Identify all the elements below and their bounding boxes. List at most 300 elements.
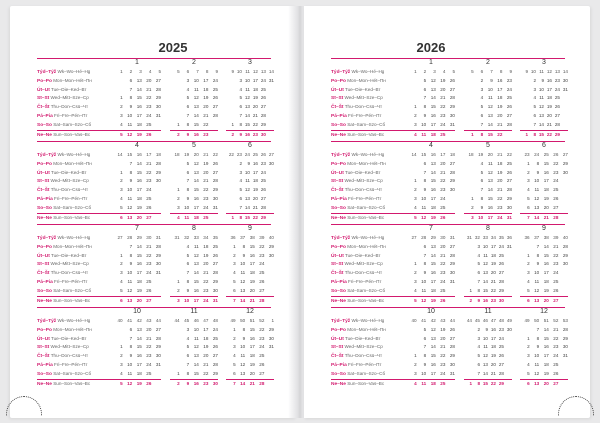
day-cell: 25 [203, 214, 209, 220]
day-cell: 11 [534, 187, 540, 193]
day-cell [504, 370, 512, 379]
day-row [520, 269, 568, 278]
day-cell: 14 [193, 270, 199, 276]
day-cell [266, 214, 274, 222]
day-row [170, 370, 218, 379]
day-cell: 31 [212, 204, 218, 210]
month-number: 5 [486, 142, 490, 149]
day-cell: 18 [136, 370, 142, 376]
day-cell: 28 [562, 326, 568, 332]
day-cell: 1 [120, 95, 123, 101]
day-cell: 17 [136, 361, 142, 367]
day-cell: 2 [527, 344, 530, 350]
day-row [407, 335, 455, 344]
month-block [170, 224, 218, 304]
day-row [407, 213, 455, 222]
day-cell [520, 121, 528, 130]
day-cell: 10 [240, 261, 246, 267]
day-row [113, 352, 161, 361]
day-cell: 6 [186, 261, 190, 267]
day-cell: 1 [525, 131, 528, 137]
weekday-key: Ne–Ne [37, 215, 52, 221]
week-number: 3 [139, 69, 142, 74]
weekday-label [37, 68, 115, 77]
month-number: 1 [429, 59, 433, 66]
day-cell: 1 [120, 344, 123, 350]
day-cell [226, 103, 234, 112]
day-row [113, 343, 161, 352]
day-cell: 24 [440, 121, 446, 127]
day-cell: 10 [127, 187, 133, 193]
day-cell: 11 [127, 121, 133, 127]
day-cell: 9 [423, 187, 427, 193]
weekday-label [37, 335, 115, 344]
week-number: 4 [442, 69, 446, 74]
weekday-key: Pá–Pia [331, 362, 347, 368]
day-cell: 3 [414, 121, 417, 127]
day-cell: 28 [260, 112, 266, 118]
month-block [226, 307, 274, 387]
day-cell [445, 204, 455, 213]
day-cell: 3 [120, 361, 123, 367]
day-row [170, 169, 218, 178]
day-cell: 25 [146, 195, 152, 201]
month-number: 6 [542, 142, 546, 149]
weekday-label [331, 326, 409, 335]
day-row [226, 213, 274, 222]
week-number: 14 [411, 152, 417, 157]
day-cell: 23 [146, 104, 152, 110]
day-cell [558, 297, 568, 305]
day-cell: 28 [449, 95, 455, 101]
month-block [113, 307, 161, 387]
weekday-label [331, 379, 409, 388]
week-number-row [170, 234, 218, 243]
day-row [226, 86, 274, 95]
day-cell: 15 [543, 160, 549, 166]
day-row [520, 169, 568, 178]
day-cell: 23 [490, 297, 496, 303]
day-cell: 5 [233, 278, 236, 284]
day-cell: 6 [186, 169, 190, 175]
day-cell: 18 [497, 160, 503, 166]
day-cell: 11 [127, 195, 133, 201]
day-cell: 5 [414, 297, 417, 303]
day-cell: 13 [136, 326, 142, 332]
day-cell: 10 [193, 77, 199, 83]
day-cell [504, 260, 512, 269]
day-cell [266, 177, 274, 186]
day-cell: 24 [497, 214, 503, 220]
day-cell: 9 [423, 361, 427, 367]
day-cell: 31 [449, 370, 455, 376]
day-cell: 2 [414, 187, 417, 193]
day-row [170, 326, 218, 335]
weekday-translations: Thu–Don–Csü–Чт [343, 104, 383, 110]
day-row [407, 112, 455, 121]
day-cell [151, 297, 161, 305]
day-cell: 11 [240, 270, 246, 276]
day-row [113, 361, 161, 370]
day-row [407, 160, 455, 169]
day-cell: 3 [186, 326, 190, 332]
day-cell: 8 [186, 278, 190, 284]
day-cell: 15 [244, 214, 250, 220]
day-row [170, 112, 218, 121]
day-cell [504, 335, 512, 344]
day-cell [407, 343, 417, 352]
day-cell: 8 [533, 131, 536, 137]
weekday-translations: Thu–Don–Csü–Чт [343, 270, 383, 276]
day-cell: 17 [430, 370, 436, 376]
day-cell: 10 [534, 270, 540, 276]
weekday-label [37, 269, 115, 278]
day-cell: 6 [423, 335, 427, 341]
week-number: 1 [120, 69, 123, 74]
day-cell: 21 [490, 278, 496, 284]
day-cell: 13 [136, 77, 142, 83]
day-cell: 8 [242, 326, 246, 332]
day-cell: 8 [423, 261, 427, 267]
day-cell: 11 [245, 86, 250, 92]
day-cell: 10 [534, 178, 540, 184]
weekday-label [37, 343, 115, 352]
weekday-translations: Wed–Mitt–Sze–Ср [49, 344, 89, 350]
day-cell: 29 [449, 353, 455, 359]
day-cell [407, 243, 417, 252]
day-cell: 18 [546, 95, 552, 101]
day-cell: 21 [546, 121, 552, 127]
month-number: 11 [190, 308, 198, 315]
day-cell: 2 [533, 77, 536, 83]
weekday-translations: Sat–Sam–Szo–Сб [51, 370, 92, 376]
day-cell: 25 [506, 95, 512, 101]
week-number: 25 [252, 152, 258, 157]
day-cell: 28 [449, 344, 455, 350]
day-cell: 16 [193, 380, 199, 386]
day-cell: 11 [194, 243, 199, 249]
day-row [226, 243, 274, 252]
weekday-translations: Tue–Die–Ked–Вт [343, 86, 381, 92]
day-cell: 16 [543, 261, 549, 267]
day-cell [264, 370, 274, 379]
day-cell: 25 [440, 131, 446, 137]
day-row [113, 252, 161, 261]
day-cell: 15 [193, 370, 199, 376]
day-cell: 24 [259, 261, 265, 267]
day-row [226, 94, 274, 103]
weekday-translations: Wk–Wo–Hé–Hg [56, 69, 91, 74]
day-row [407, 252, 455, 261]
day-cell: 18 [249, 270, 255, 276]
day-cell [170, 243, 180, 252]
day-row [520, 177, 568, 186]
month-block [464, 307, 512, 387]
day-cell: 2 [527, 261, 530, 267]
weekday-translations: Sun–Son–Vas–Вс [51, 131, 91, 137]
weekday-key: Po–Po [37, 161, 52, 167]
day-row [407, 287, 455, 296]
day-cell [170, 112, 180, 121]
day-cell [558, 186, 568, 195]
day-cell: 21 [553, 326, 559, 332]
day-cell: 16 [193, 287, 199, 293]
day-row [520, 326, 568, 335]
day-cell: 26 [146, 204, 152, 210]
month-number: 1 [135, 59, 139, 66]
day-cell: 22 [146, 252, 152, 258]
day-cell: 6 [423, 243, 427, 249]
weekday-translations: Tue–Die–Ked–Вт [49, 252, 87, 258]
day-cell: 22 [203, 370, 209, 376]
day-row [464, 77, 512, 86]
day-cell: 1 [233, 326, 236, 332]
day-row [113, 121, 161, 130]
day-cell [151, 121, 161, 130]
day-cell: 6 [423, 86, 427, 92]
week-number: 20 [193, 152, 199, 157]
day-cell: 24 [203, 297, 209, 303]
day-cell [464, 112, 474, 121]
day-row [170, 343, 218, 352]
week-number: 41 [127, 318, 133, 323]
weekday-key: St–St [331, 96, 344, 102]
day-row [226, 326, 274, 335]
weekday-key: Pá–Pia [331, 279, 347, 285]
weekday-key: Út–Ut [37, 170, 50, 176]
day-cell [266, 94, 274, 103]
day-cell: 12 [534, 370, 540, 376]
day-cell [407, 86, 417, 95]
weekday-key: Týd–Týž [331, 319, 351, 324]
day-cell: 14 [244, 112, 250, 118]
week-number: 42 [430, 318, 436, 323]
day-cell: 25 [498, 252, 504, 258]
day-cell: 19 [203, 344, 209, 350]
day-row [170, 278, 218, 287]
day-cell: 13 [538, 112, 544, 118]
day-row [170, 177, 218, 186]
day-row [407, 130, 455, 139]
day-cell: 27 [146, 214, 152, 220]
day-cell: 24 [203, 204, 209, 210]
quarter-block [331, 141, 568, 224]
week-number: 50 [240, 318, 246, 323]
weekday-translations: Mon–Mon–Hét–Пн [51, 160, 92, 166]
day-cell: 25 [506, 160, 512, 166]
weekday-label [331, 103, 409, 112]
week-number: 43 [146, 318, 152, 323]
week-number: 8 [499, 69, 503, 74]
day-row [170, 243, 218, 252]
week-number-row [113, 317, 161, 326]
week-number: 33 [193, 235, 199, 240]
year-calendar [331, 58, 568, 390]
day-cell: 17 [487, 214, 493, 220]
week-number: 9 [509, 69, 512, 74]
day-cell [445, 297, 455, 305]
day-cell: 4 [477, 252, 480, 258]
day-cell: 13 [240, 370, 246, 376]
day-row [113, 195, 161, 204]
weekday-label [37, 278, 115, 287]
week-number: 39 [553, 235, 559, 240]
day-cell [226, 86, 234, 95]
day-cell: 28 [212, 178, 218, 184]
day-row [226, 204, 274, 213]
week-number: 2 [129, 69, 133, 74]
day-cell: 8 [129, 344, 133, 350]
day-cell: 27 [146, 297, 152, 303]
week-number: 30 [146, 235, 152, 240]
day-row [407, 94, 455, 103]
day-cell: 27 [449, 243, 455, 249]
day-cell: 5 [527, 370, 530, 376]
week-number: 47 [203, 318, 209, 323]
weekday-translations: Tue–Die–Ked–Вт [49, 86, 87, 92]
day-cell [266, 112, 274, 121]
day-cell: 13 [127, 214, 133, 220]
day-row [464, 269, 512, 278]
day-cell: 2 [177, 131, 180, 137]
day-cell: 13 [193, 353, 199, 359]
day-cell: 10 [534, 353, 540, 359]
week-number: 14 [562, 69, 568, 74]
weekday-key: Ne–Ne [37, 132, 52, 138]
weekday-key: Týd–Týž [37, 319, 57, 324]
day-row [464, 296, 512, 305]
day-cell [464, 335, 472, 344]
day-cell: 15 [482, 380, 488, 386]
day-cell: 9 [186, 380, 190, 386]
day-row [226, 370, 274, 379]
day-row [464, 361, 512, 370]
day-cell: 12 [240, 278, 246, 284]
weekday-label [37, 160, 115, 169]
week-number-row [464, 234, 512, 243]
day-cell: 19 [440, 77, 446, 83]
day-cell [558, 361, 568, 370]
day-cell [170, 252, 180, 261]
day-cell: 24 [212, 77, 218, 83]
day-cell: 20 [203, 104, 209, 110]
day-cell: 24 [259, 344, 265, 350]
day-cell: 2 [239, 160, 242, 166]
day-cell: 29 [449, 178, 455, 184]
weekday-key: Týd–Týž [331, 153, 351, 158]
day-cell: 15 [249, 326, 255, 332]
day-cell [266, 131, 274, 139]
month-block [520, 224, 568, 304]
week-number: 8 [205, 69, 209, 74]
day-cell: 16 [193, 131, 199, 137]
day-cell: 10 [482, 243, 488, 249]
day-cell: 23 [440, 361, 446, 367]
weekday-label [37, 177, 115, 186]
day-row [170, 379, 218, 388]
quarter-block [331, 224, 568, 307]
week-number: 24 [244, 152, 250, 157]
week-number: 22 [212, 152, 218, 157]
day-row [464, 260, 512, 269]
week-number: 22 [228, 152, 234, 157]
day-row [520, 121, 568, 130]
day-cell [113, 77, 123, 86]
day-cell: 16 [252, 160, 258, 166]
weekday-key: Út–Ut [331, 170, 344, 176]
day-cell: 17 [497, 86, 503, 92]
day-row [464, 103, 512, 112]
day-cell: 21 [252, 204, 258, 210]
weekday-key: Čt–Št [37, 271, 50, 277]
day-row [520, 86, 568, 95]
day-row [113, 186, 161, 195]
day-cell: 14 [543, 326, 549, 332]
week-number: 5 [158, 69, 161, 74]
day-cell: 10 [184, 297, 190, 303]
weekday-label [331, 186, 409, 195]
week-number: 29 [430, 235, 436, 240]
day-cell: 29 [562, 252, 568, 258]
day-cell: 19 [543, 287, 549, 293]
month-block [464, 58, 512, 138]
day-cell [266, 169, 274, 178]
weekday-translations: Thu–Don–Csü–Чт [49, 187, 89, 193]
week-number: 30 [440, 235, 446, 240]
page-corner-perforation [6, 396, 42, 423]
day-cell: 24 [553, 178, 559, 184]
day-cell: 22 [497, 131, 503, 137]
day-cell: 31 [506, 243, 512, 249]
day-cell [464, 121, 474, 130]
weekday-translations: Tue–Die–Ked–Вт [343, 335, 381, 341]
weekday-translations: Sat–Sam–Szo–Сб [51, 204, 92, 210]
day-cell: 20 [497, 178, 503, 184]
day-cell: 12 [127, 131, 133, 137]
day-cell: 6 [186, 104, 190, 110]
day-cell [264, 269, 274, 278]
day-cell [266, 86, 274, 95]
week-number: 29 [136, 235, 142, 240]
week-number: 38 [249, 235, 255, 240]
day-cell: 21 [440, 95, 446, 101]
day-cell: 9 [480, 204, 484, 210]
day-cell: 21 [249, 297, 255, 303]
month-number: 10 [133, 308, 141, 315]
week-number-row [226, 317, 274, 326]
day-cell: 31 [562, 86, 568, 92]
day-cell: 22 [546, 131, 552, 137]
week-number-row [226, 68, 274, 77]
day-cell: 20 [440, 243, 446, 249]
day-cell: 16 [430, 270, 436, 276]
day-row [113, 296, 161, 305]
day-row [170, 160, 218, 169]
week-number-row [520, 234, 568, 243]
day-cell: 4 [533, 95, 536, 101]
day-cell: 19 [136, 287, 142, 293]
day-cell [504, 269, 512, 278]
day-cell [464, 269, 472, 278]
day-cell: 23 [146, 178, 152, 184]
day-cell [266, 195, 274, 204]
day-cell: 30 [562, 77, 568, 83]
day-cell: 20 [543, 380, 549, 386]
day-cell: 26 [212, 95, 218, 101]
weekday-translations: Fri–Fre–Pén–Пт [52, 278, 88, 284]
day-cell: 10 [240, 344, 246, 350]
month-block [170, 58, 218, 138]
